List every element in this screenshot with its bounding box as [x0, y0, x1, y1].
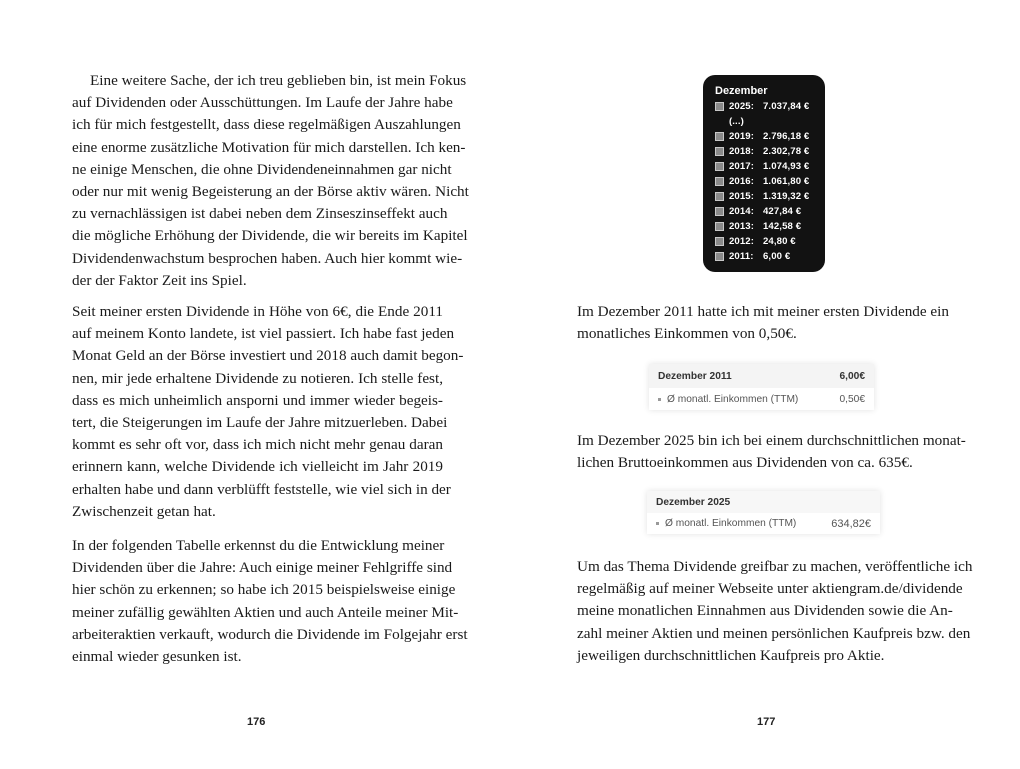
text-line: der der Faktor Zeit ins Spiel.: [72, 271, 247, 289]
text-line: Im Dezember 2011 hatte ich mit meiner ersten Dividende ein: [577, 303, 949, 320]
legend-swatch-icon: [715, 252, 724, 261]
tooltip-value: 427,84 €: [763, 206, 802, 217]
legend-swatch-icon: [715, 222, 724, 231]
paragraph-dez-2025: [577, 430, 966, 474]
text-line: einmal wieder gesunken ist.: [72, 648, 242, 666]
table-header: [647, 491, 880, 513]
text-line: Im Dezember 2025 bin ich bei einem durchschnittlichen monat-: [577, 432, 966, 449]
table-row-label: Ø monatl. Einkommen (TTM): [665, 518, 797, 529]
legend-swatch-icon: [715, 147, 724, 156]
tooltip-year: 2017:: [729, 161, 755, 172]
legend-swatch-icon: [715, 207, 724, 216]
text-line: arbeiteraktien verkauft, wodurch die Dividende im Folgejahr erst: [72, 625, 468, 643]
tooltip-value: 6,00 €: [763, 251, 791, 262]
legend-swatch-icon: [715, 162, 724, 171]
paragraph-webseite: [577, 556, 973, 667]
paragraph-2: [72, 301, 464, 523]
text-line: Zwischenzeit getan hat.: [72, 502, 216, 520]
legend-swatch-icon: [715, 132, 724, 141]
text-line: ich für mich festgestellt, dass diese regelmäßigen Auszahlungen: [72, 116, 461, 134]
text-line: kommt es sehr oft vor, dass ich mich nicht mehr genau daran: [72, 436, 443, 454]
tooltip-row: [715, 249, 825, 264]
text-line: eine enorme zusätzliche Motivation für mich darstellen. Ich ken-: [72, 138, 466, 156]
text-line: In der folgenden Tabelle erkennst du die Entwicklung meiner: [72, 537, 445, 554]
tooltip-year: 2025:: [729, 101, 755, 112]
tooltip-year: 2016:: [729, 176, 755, 187]
bullet-icon: [658, 398, 661, 401]
text-line: die mögliche Erhöhung der Dividende, die wir bereits im Kapitel: [72, 227, 468, 245]
text-line: zu vernachlässigen ist dabei neben dem Zinseszinseffekt auch: [72, 205, 448, 223]
right-page: [510, 0, 1020, 769]
tooltip-row: [715, 144, 825, 159]
tooltip-year: 2011:: [729, 251, 754, 262]
table-header-label: Dezember 2011: [658, 370, 732, 382]
tooltip-row: [715, 204, 825, 219]
income-table-2025: [647, 491, 880, 534]
tooltip-year: 2018:: [729, 146, 755, 157]
tooltip-title: Dezember: [715, 85, 768, 97]
legend-swatch-icon: [715, 177, 724, 186]
text-line: zahl meiner Aktien und meinen persönlichen Kaufpreis bzw. den: [577, 624, 971, 642]
text-line: meiner zufällig gewählten Aktien und auch Anteile meiner Mit-: [72, 603, 459, 621]
table-header-value: 6,00€: [839, 370, 865, 382]
table-row-value: 0,50€: [839, 393, 865, 405]
table-row-value: 634,82€: [831, 517, 871, 530]
tooltip-row: [715, 129, 825, 144]
tooltip-year: 2012:: [729, 236, 755, 247]
paragraph-1: [72, 70, 469, 292]
table-row: [649, 388, 874, 410]
text-line: auf Dividenden oder Ausschüttungen. Im Laufe der Jahre habe: [72, 94, 453, 112]
tooltip-value: 2.302,78 €: [763, 146, 810, 157]
table-header: [649, 364, 874, 388]
tooltip-year: 2015:: [729, 191, 755, 202]
text-line: jeweiligen durchschnittlichen Kaufpreis pro Aktie.: [577, 646, 885, 664]
text-line: erinnern kann, welche Dividende ich vielleicht im Jahr 2019: [72, 458, 443, 476]
page-number: 176: [247, 716, 266, 728]
tooltip-row: [715, 189, 825, 204]
text-line: ne einige Menschen, die ohne Dividendeneinnahmen gar nicht: [72, 160, 452, 178]
text-line: monatliches Einkommen von 0,50€.: [577, 325, 797, 343]
tooltip-row: [715, 159, 825, 174]
tooltip-value: 1.074,93 €: [763, 161, 810, 172]
tooltip-ellipsis: (...): [729, 116, 744, 127]
tooltip-year: 2014:: [729, 206, 755, 217]
tooltip-year: 2013:: [729, 221, 755, 232]
table-header-label: Dezember 2025: [656, 496, 731, 508]
legend-swatch-icon: [715, 102, 724, 111]
tooltip-value: 24,80 €: [763, 236, 796, 247]
paragraph-dez-2011: [577, 301, 949, 345]
tooltip-value: 2.796,18 €: [763, 131, 810, 142]
tooltip-value: 1.061,80 €: [763, 176, 810, 187]
text-line: Seit meiner ersten Dividende in Höhe von 6€, die Ende 2011: [72, 303, 443, 320]
page-number: 177: [757, 716, 776, 728]
text-line: Eine weitere Sache, der ich treu geblieben bin, ist mein Fokus: [90, 72, 467, 89]
text-line: oder nur mit wenig Begeisterung an der Börse aktiv wären. Nicht: [72, 183, 469, 201]
paragraph-3: [72, 535, 468, 668]
tooltip-value: 1.319,32 €: [763, 191, 810, 202]
legend-swatch-icon: [715, 237, 724, 246]
tooltip-row: [715, 99, 825, 114]
text-line: erhalten habe und dann verblüfft feststelle, wie viel sich in der: [72, 480, 451, 498]
tooltip-row: [715, 174, 825, 189]
text-line: dass es mich unheimlich ansporni und immer wieder begeis-: [72, 391, 443, 409]
income-table-2011: [649, 364, 874, 410]
tooltip-year: 2019:: [729, 131, 755, 142]
table-row-label: Ø monatl. Einkommen (TTM): [667, 393, 799, 405]
tooltip-row: [715, 234, 825, 249]
text-line: auf meinem Konto landete, ist viel passiert. Ich habe fast jeden: [72, 325, 455, 343]
dividend-tooltip: [703, 75, 825, 272]
text-line: Dividendenwachstum besprochen haben. Auch hier kommt wie-: [72, 249, 463, 267]
tooltip-row: [715, 114, 825, 129]
text-line: tert, die Steigerungen im Laufe der Jahre mitzuerleben. Dabei: [72, 414, 448, 432]
tooltip-row: [715, 219, 825, 234]
tooltip-value: 7.037,84 €: [763, 101, 810, 112]
tooltip-value: 142,58 €: [763, 221, 802, 232]
legend-swatch-icon: [715, 192, 724, 201]
text-line: lichen Bruttoeinkommen aus Dividenden von ca. 635€.: [577, 454, 913, 472]
table-row: [647, 513, 880, 534]
text-line: Dividenden über die Jahre: Auch einige meiner Fehlgriffe sind: [72, 559, 453, 577]
text-line: meine monatlichen Einnahmen aus Dividenden sowie die An-: [577, 602, 953, 620]
text-line: nen, mir jede erhaltene Dividende zu notieren. Ich stelle fest,: [72, 369, 443, 387]
bullet-icon: [656, 522, 659, 525]
text-line: regelmäßig auf meiner Webseite unter aktiengram.de/dividende: [577, 580, 963, 598]
text-line: hier schön zu erkennen; so habe ich 2015 beispielsweise einige: [72, 581, 456, 599]
text-line: Monat Geld an der Börse investiert und 2018 auch damit begon-: [72, 347, 464, 365]
text-line: Um das Thema Dividende greifbar zu machen, veröffentliche ich: [577, 558, 973, 575]
